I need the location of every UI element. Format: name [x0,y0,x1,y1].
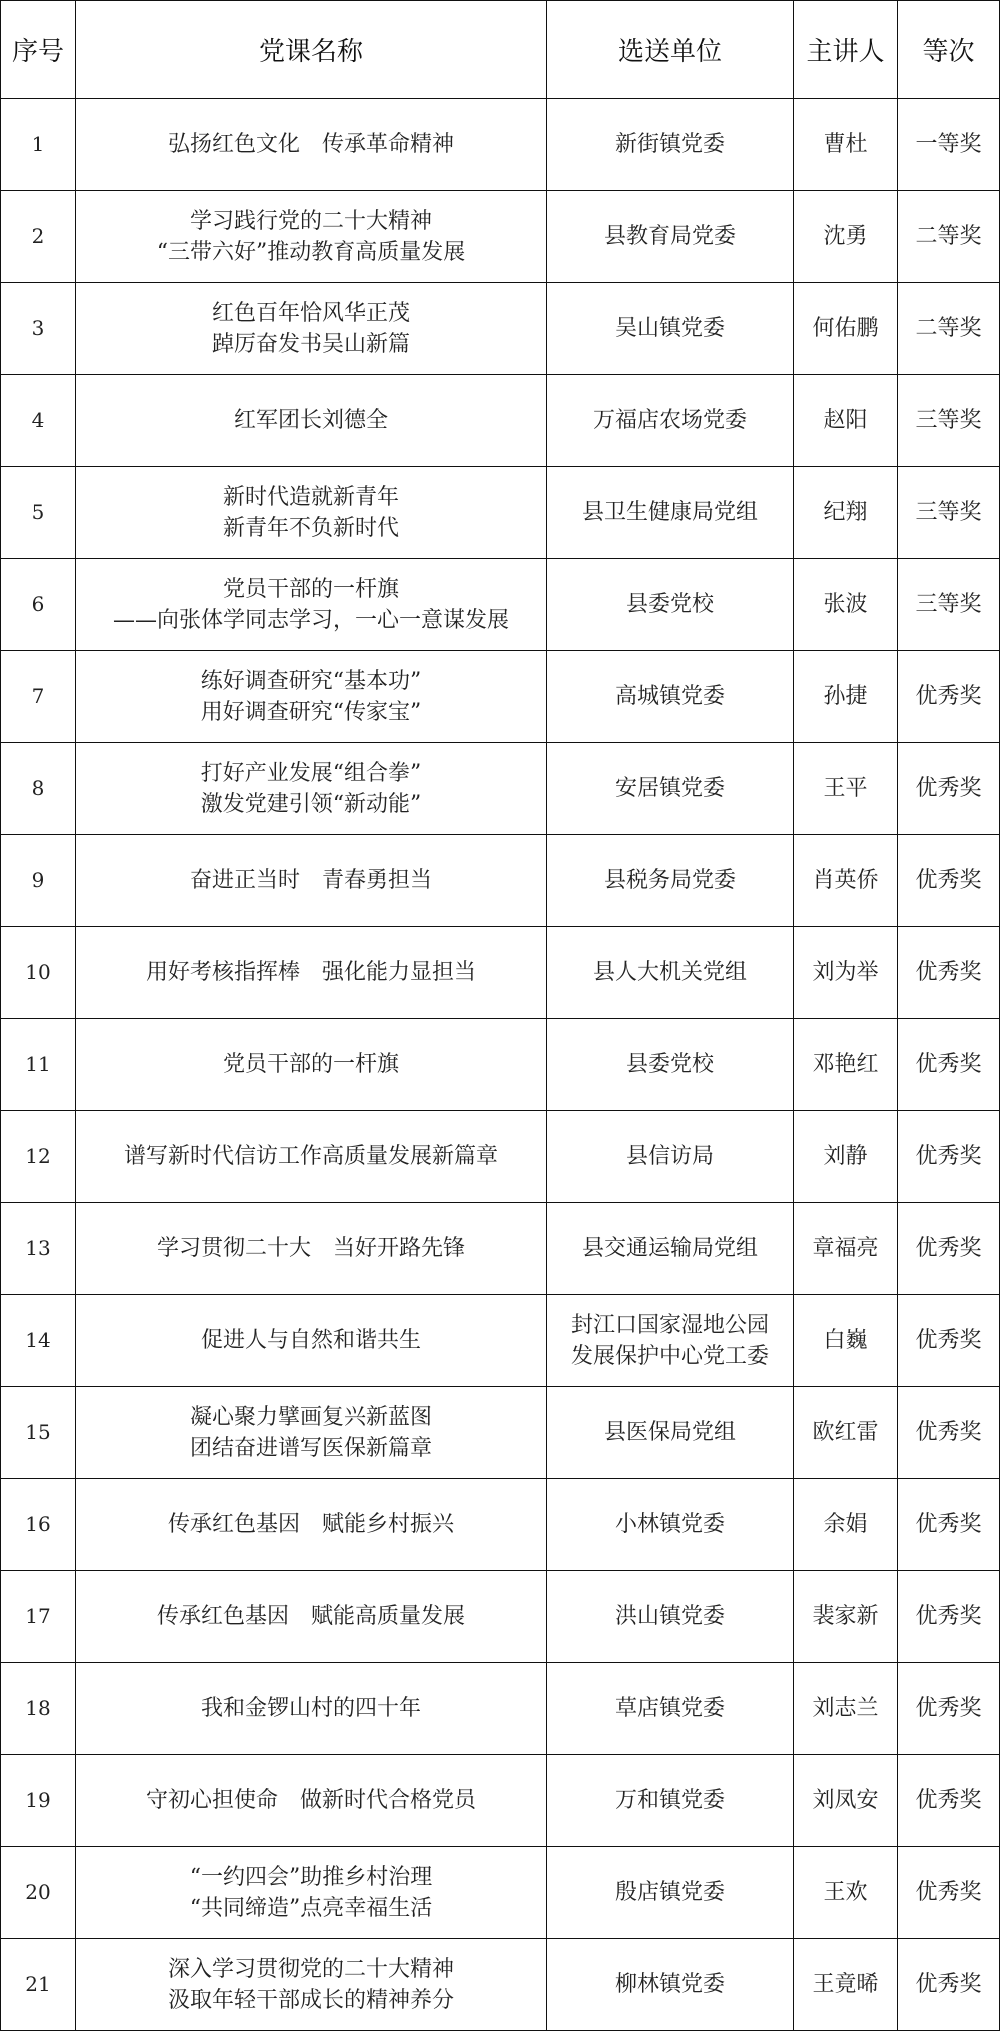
cell-award: 优秀奖 [898,927,1000,1019]
cell-title [76,927,547,1019]
unit-line: 县医保局党组 [603,1420,736,1445]
title-line: 奋进正当时 青春勇担当 [189,868,432,893]
title-line: 新时代造就新青年 [222,484,399,510]
cell-no: 1 [1,99,76,191]
cell-award: 优秀奖 [898,1939,1000,2031]
cell-unit [547,1111,794,1203]
cell-no: 2 [1,191,76,283]
unit-line: 县教育局党委 [603,224,736,249]
cell-speaker: 赵阳 [794,375,898,467]
cell-unit [547,99,794,191]
cell-unit [547,1387,794,1479]
cell-speaker: 白巍 [794,1295,898,1387]
cell-award: 优秀奖 [898,1755,1000,1847]
table-row [1,1019,1000,1111]
title-line: 谱写新时代信访工作高质量发展新篇章 [123,1144,498,1169]
title-line: ——向张体学同志学习，一心一意谋发展 [112,607,509,633]
unit-line: 发展保护中心党工委 [570,1343,769,1369]
cell-no: 21 [1,1939,76,2031]
cell-award: 优秀奖 [898,1019,1000,1111]
cell-unit [547,927,794,1019]
cell-unit [547,1939,794,2031]
cell-no: 19 [1,1755,76,1847]
cell-award: 优秀奖 [898,1663,1000,1755]
title-line: 新青年不负新时代 [222,515,399,541]
cell-award: 三等奖 [898,467,1000,559]
cell-speaker: 邓艳红 [794,1019,898,1111]
cell-title [76,559,547,651]
unit-line: 县人大机关党组 [592,960,747,985]
table-row [1,1295,1000,1387]
header-unit: 选送单位 [547,1,794,99]
cell-speaker: 刘为举 [794,927,898,1019]
table-body [1,99,1000,2031]
cell-speaker: 王平 [794,743,898,835]
cell-award: 优秀奖 [898,1387,1000,1479]
title-line: 传承红色基因 赋能高质量发展 [156,1604,465,1629]
unit-line: 县委党校 [625,1052,714,1077]
cell-title [76,835,547,927]
cell-no: 15 [1,1387,76,1479]
cell-no: 9 [1,835,76,927]
cell-no: 6 [1,559,76,651]
header-row [1,1,1000,99]
unit-line: 封江口国家湿地公园 [570,1312,769,1338]
cell-speaker: 张波 [794,559,898,651]
cell-no: 18 [1,1663,76,1755]
cell-unit [547,1295,794,1387]
unit-line: 高城镇党委 [614,684,725,709]
cell-no: 5 [1,467,76,559]
cell-speaker: 余娟 [794,1479,898,1571]
cell-no: 14 [1,1295,76,1387]
unit-line: 县卫生健康局党组 [581,500,758,525]
cell-no: 8 [1,743,76,835]
unit-line: 新街镇党委 [614,132,725,157]
cell-unit [547,191,794,283]
title-line: 激发党建引领“新动能” [200,791,422,817]
cell-speaker: 刘凤安 [794,1755,898,1847]
cell-award: 优秀奖 [898,835,1000,927]
cell-unit [547,1571,794,1663]
title-line: 学习贯彻二十大 当好开路先锋 [156,1236,465,1261]
table-row [1,743,1000,835]
cell-unit [547,1479,794,1571]
unit-line: 洪山镇党委 [614,1604,725,1629]
unit-line: 县税务局党委 [603,868,736,893]
cell-title [76,1019,547,1111]
cell-speaker: 何佑鹏 [794,283,898,375]
unit-line: 安居镇党委 [614,776,725,801]
cell-unit [547,835,794,927]
cell-no: 17 [1,1571,76,1663]
header-title: 党课名称 [76,1,547,99]
cell-title [76,1755,547,1847]
title-line: 党员干部的一杆旗 [222,1052,399,1077]
title-line: 汲取年轻干部成长的精神养分 [167,1987,454,2013]
table-row [1,1571,1000,1663]
cell-no: 16 [1,1479,76,1571]
cell-unit [547,375,794,467]
cell-unit [547,1847,794,1939]
title-line: “一约四会”助推乡村治理 [189,1864,433,1890]
cell-no: 10 [1,927,76,1019]
cell-speaker: 刘志兰 [794,1663,898,1755]
cell-award: 优秀奖 [898,1203,1000,1295]
cell-no: 13 [1,1203,76,1295]
title-line: “共同缔造”点亮幸福生活 [189,1895,433,1921]
cell-award: 三等奖 [898,559,1000,651]
unit-line: 殷店镇党委 [614,1880,725,1905]
cell-title [76,283,547,375]
cell-title [76,1939,547,2031]
cell-award: 优秀奖 [898,1295,1000,1387]
unit-line: 柳林镇党委 [614,1972,725,1997]
table-row [1,99,1000,191]
cell-award: 优秀奖 [898,1571,1000,1663]
cell-title [76,743,547,835]
cell-title [76,1203,547,1295]
header-speaker: 主讲人 [794,1,898,99]
cell-title [76,99,547,191]
cell-title [76,1479,547,1571]
unit-line: 县信访局 [625,1144,714,1169]
cell-award: 优秀奖 [898,1111,1000,1203]
unit-line: 小林镇党委 [614,1512,725,1537]
cell-unit [547,283,794,375]
cell-unit [547,651,794,743]
cell-title [76,1847,547,1939]
unit-line: 万和镇党委 [614,1788,725,1813]
header-no: 序号 [1,1,76,99]
cell-speaker: 刘静 [794,1111,898,1203]
title-line: 红色百年恰风华正茂 [211,300,410,326]
title-line: 踔厉奋发书吴山新篇 [211,331,410,357]
title-line: 党员干部的一杆旗 [222,576,399,602]
cell-award: 优秀奖 [898,1479,1000,1571]
table-row [1,1203,1000,1295]
title-line: 凝心聚力擘画复兴新蓝图 [189,1404,432,1430]
table-row [1,559,1000,651]
cell-no: 12 [1,1111,76,1203]
title-line: 团结奋进谱写医保新篇章 [189,1435,432,1461]
cell-speaker: 沈勇 [794,191,898,283]
cell-no: 11 [1,1019,76,1111]
unit-line: 万福店农场党委 [592,408,747,433]
cell-speaker: 王竟晞 [794,1939,898,2031]
table-row [1,375,1000,467]
cell-no: 4 [1,375,76,467]
cell-award: 二等奖 [898,191,1000,283]
cell-unit [547,559,794,651]
title-line: 练好调查研究“基本功” [200,668,422,694]
cell-award: 一等奖 [898,99,1000,191]
title-line: 用好调查研究“传家宝” [200,699,422,725]
cell-unit [547,1755,794,1847]
cell-speaker: 纪翔 [794,467,898,559]
unit-line: 草店镇党委 [614,1696,725,1721]
cell-no: 7 [1,651,76,743]
title-line: 促进人与自然和谐共生 [200,1328,421,1353]
cell-award: 三等奖 [898,375,1000,467]
cell-award: 优秀奖 [898,651,1000,743]
cell-speaker: 欧红雷 [794,1387,898,1479]
cell-unit [547,1203,794,1295]
cell-award: 优秀奖 [898,743,1000,835]
title-line: 学习践行党的二十大精神 [189,208,432,234]
table-row [1,927,1000,1019]
cell-title [76,1387,547,1479]
table-row [1,1847,1000,1939]
title-line: 我和金锣山村的四十年 [200,1696,421,1721]
table-row [1,1663,1000,1755]
cell-unit [547,467,794,559]
cell-title [76,191,547,283]
unit-line: 县交通运输局党组 [581,1236,758,1261]
unit-line: 县委党校 [625,592,714,617]
table-row [1,1755,1000,1847]
table-row [1,1479,1000,1571]
table-row [1,467,1000,559]
cell-speaker: 曹杜 [794,99,898,191]
table-row [1,191,1000,283]
cell-title [76,467,547,559]
header-award: 等次 [898,1,1000,99]
table-row [1,1111,1000,1203]
title-line: 传承红色基因 赋能乡村振兴 [167,1512,454,1537]
cell-no: 20 [1,1847,76,1939]
cell-unit [547,1019,794,1111]
cell-no: 3 [1,283,76,375]
cell-unit [547,743,794,835]
cell-speaker: 肖英侨 [794,835,898,927]
table-row [1,1387,1000,1479]
title-line: 打好产业发展“组合拳” [200,760,422,786]
unit-line: 吴山镇党委 [614,316,725,341]
cell-title [76,1663,547,1755]
title-line: 深入学习贯彻党的二十大精神 [167,1956,454,1982]
cell-title [76,651,547,743]
cell-speaker: 裴家新 [794,1571,898,1663]
cell-speaker: 孙捷 [794,651,898,743]
cell-unit [547,1663,794,1755]
cell-title [76,1571,547,1663]
cell-title [76,375,547,467]
title-line: “三带六好”推动教育高质量发展 [156,239,466,265]
title-line: 用好考核指挥棒 强化能力显担当 [145,960,476,985]
cell-speaker: 章福亮 [794,1203,898,1295]
cell-speaker: 王欢 [794,1847,898,1939]
cell-title [76,1295,547,1387]
cell-award: 优秀奖 [898,1847,1000,1939]
title-line: 弘扬红色文化 传承革命精神 [167,132,454,157]
table-row [1,1939,1000,2031]
table-row [1,651,1000,743]
cell-title [76,1111,547,1203]
table-row [1,835,1000,927]
cell-award: 二等奖 [898,283,1000,375]
title-line: 守初心担使命 做新时代合格党员 [145,1788,476,1813]
title-line: 红军团长刘德全 [233,408,388,433]
table-row [1,283,1000,375]
